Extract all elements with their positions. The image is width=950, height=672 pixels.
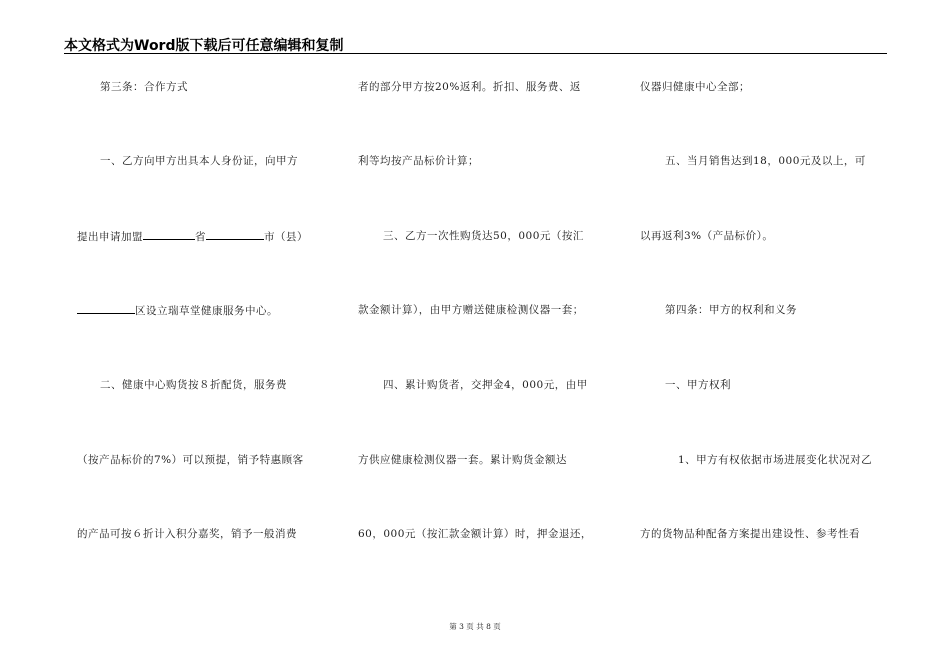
paragraph-line-with-blanks [77,229,308,244]
text-fragment: 省 [195,231,206,243]
paragraph-line: 二、健康中心购货按８折配货，服务费 [100,379,287,391]
section-heading: 一、甲方权利 [665,379,731,391]
fill-in-blank-city [206,229,264,240]
paragraph-line: 利等均按产品标价计算； [358,155,479,167]
paragraph-line: 仪器归健康中心全部； [640,81,750,93]
fill-in-blank-district [77,303,135,314]
paragraph-line: 款金额计算），由甲方赠送健康检测仪器一套； [358,304,584,316]
page-number: 第 3 页 共 8 页 [449,622,501,631]
article-3-heading: 第三条：合作方式 [100,81,188,93]
document-header-title: 本文格式为Word版下载后可任意编辑和复制 [64,38,344,54]
paragraph-line: 1、甲方有权依据市场进展变化状况对乙 [678,454,873,466]
header-divider [64,53,887,54]
paragraph-line: 以再返利3%（产品标价）。 [640,230,774,242]
paragraph-line: 三、乙方一次性购货达50，000元（按汇 [383,230,584,242]
fill-in-blank-province [143,229,195,240]
paragraph-line-with-blank [77,303,278,318]
paragraph-line: 五、当月销售达到18，000元及以上，可 [665,155,866,167]
paragraph-line: 者的部分甲方按20%返利。折扣、服务费、返 [358,81,581,93]
paragraph-line: 的产品可按６折计入积分嘉奖，销予一般消费 [77,528,297,540]
paragraph-line: 60，000元（按汇款金额计算）时，押金退还， [358,528,592,540]
text-fragment: 提出申请加盟 [77,231,143,243]
paragraph-line: 四、累计购货者，交押金4，000元，由甲 [383,379,588,391]
text-fragment: 市（县） [264,231,308,243]
text-fragment: 区设立瑞草堂健康服务中心。 [135,305,278,317]
article-4-heading: 第四条：甲方的权利和义务 [665,304,797,316]
paragraph-line: 方供应健康检测仪器一套。累计购货金额达 [358,454,567,466]
paragraph-line: 方的货物品种配备方案提出建设性、参考性看 [640,528,860,540]
paragraph-line: 一、乙方向甲方出具本人身份证，向甲方 [100,155,298,167]
paragraph-line: （按产品标价的7%）可以预提，销予特惠顾客 [77,454,304,466]
